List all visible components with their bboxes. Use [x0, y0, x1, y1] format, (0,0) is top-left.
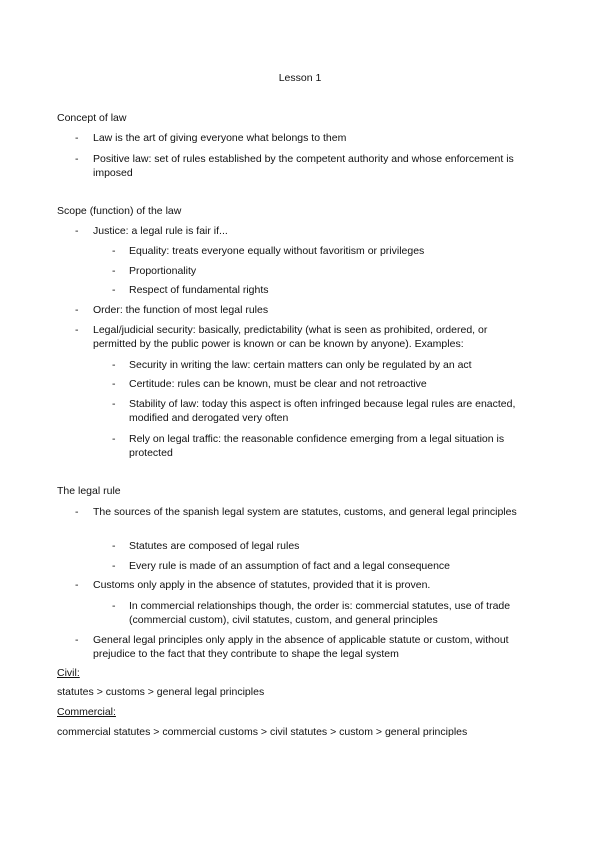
commercial-label: Commercial: [57, 706, 116, 718]
civil-order: statutes > customs > general legal principles [57, 686, 265, 698]
list-item: - Equality: treats everyone equally without favoritism or privileges [129, 244, 534, 258]
list-item: - Order: the function of most legal rules [93, 303, 533, 317]
list-item: - The sources of the spanish legal system are statutes, customs, and general legal principles [93, 505, 533, 519]
list-item: - General legal principles only apply in the absence of applicable statute or custom, without prejudice to the fact that they contribute to shape the legal system [93, 633, 533, 661]
commercial-order: commercial statutes > commercial customs > civil statutes > custom > general principles [57, 726, 468, 738]
list-item: - Positive law: set of rules established by the competent authority and whose enforcement is imposed [93, 152, 533, 180]
list-item: - Respect of fundamental rights [129, 283, 534, 297]
page-title: Lesson 1 [278, 72, 322, 84]
list-item: - Law is the art of giving everyone what belongs to them [93, 131, 533, 145]
section-heading-legal-rule: The legal rule [57, 485, 121, 497]
civil-label: Civil: [57, 667, 80, 679]
list-item: - Proportionality [129, 264, 534, 278]
list-item: - Stability of law: today this aspect is often infringed because legal rules are enacted, modified and derogated very often [129, 397, 534, 425]
list-item: - In commercial relationships though, the order is: commercial statutes, use of trade (commercial custom), civil statutes, custom, and general principles [129, 599, 534, 627]
list-item: - Statutes are composed of legal rules [129, 539, 534, 553]
list-item: - Customs only apply in the absence of statutes, provided that it is proven. [93, 578, 533, 592]
list-item: - Rely on legal traffic: the reasonable confidence emerging from a legal situation is protected [129, 432, 534, 460]
section-heading-concept: Concept of law [57, 112, 127, 124]
list-item: - Legal/judicial security: basically, predictability (what is seen as prohibited, ordered, or permitted by the public power is known or can be known by anyone). Examples: [93, 323, 533, 351]
list-item: - Security in writing the law: certain matters can only be regulated by an act [129, 358, 534, 372]
section-heading-scope: Scope (function) of the law [57, 205, 182, 217]
list-item: - Every rule is made of an assumption of fact and a legal consequence [129, 559, 534, 573]
list-item: - Justice: a legal rule is fair if... [93, 224, 533, 238]
list-item: - Certitude: rules can be known, must be clear and not retroactive [129, 377, 534, 391]
